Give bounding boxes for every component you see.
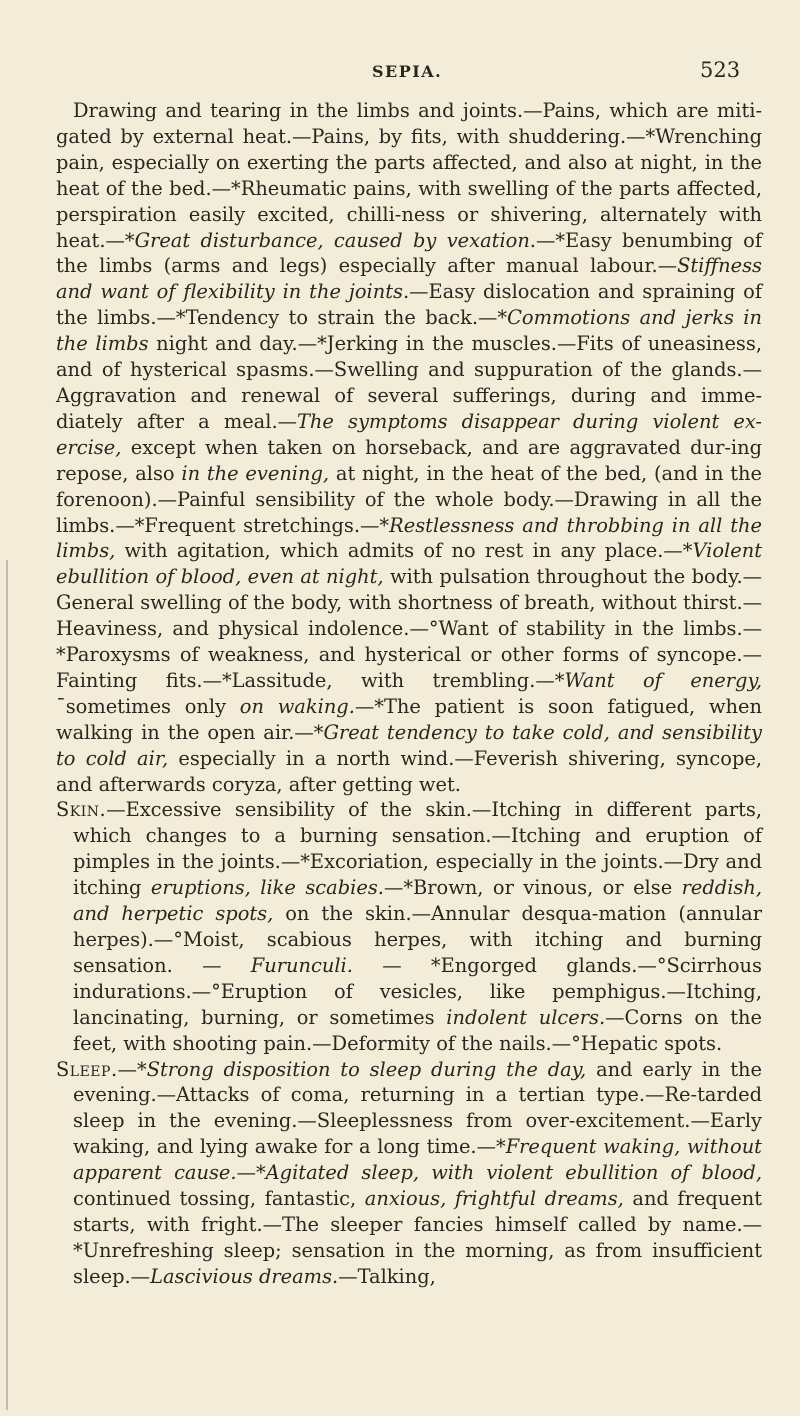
segment: on the skin.—Annular desqua-mation (annular herpes).—°Moist, scabious herpes, with itching and burning sensation. — — [73, 902, 762, 977]
segment: and early in the evening.—Attacks of coma, returning in a tertian type.—Re-tarded sleep in the evening.—Sleeplessness from over-excitement.—Early waking, and lying awake for a long time.—* — [73, 1057, 762, 1159]
segment-italic: Commotions and jerks in the limbs — [56, 306, 762, 356]
segment-italic: indolent ulcers. — [446, 1005, 606, 1029]
segment: —Easy dislocation and spraining of the limbs.—*Tendency to strain the back.—* — [56, 280, 763, 330]
segment: —* — [117, 1057, 147, 1081]
segment-italic: reddish, and herpetic spots, — [73, 876, 763, 926]
segment: —*Brown, or vinous, or else — [383, 876, 682, 900]
section-head-sleep: Sleep. — [56, 1057, 118, 1081]
paragraph-limbs-general — [56, 98, 762, 797]
segment: —Talking, — [338, 1264, 436, 1288]
segment-italic: Great tendency to take cold, and sensibility to cold air, — [56, 720, 763, 770]
segment: continued tossing, fantastic, — [73, 1187, 365, 1211]
running-head: SEPIA. — [372, 62, 443, 81]
segment: ¯sometimes only — [56, 694, 240, 718]
segment-italic: Strong disposition to sleep during the day, — [146, 1057, 587, 1081]
segment: except when taken on horseback, and are aggravated dur-ing repose, also — [56, 435, 762, 485]
segment-italic: Want of energy, — [564, 668, 762, 692]
page-header — [0, 58, 800, 88]
segment-italic: Restlessness and throbbing in all the limbs, — [56, 513, 763, 563]
segment: at night, in the heat of the bed, (and in the forenoon).—Painful sensibility of the whole body.—Drawing in all the limbs.—*Frequent stretchings.—* — [56, 461, 762, 537]
segment-italic: Furunculi. — [250, 953, 353, 977]
segment: especially in a north wind.—Feverish shivering, syncope, and afterwards coryza, after getting wet. — [56, 746, 762, 796]
segment-italic: Lascivious dreams. — [150, 1264, 339, 1288]
segment: —* — [236, 1161, 266, 1185]
page-edge-shadow — [6, 560, 8, 1410]
paragraph-skin — [56, 797, 762, 1056]
segment: Drawing and tearing in the limbs and joints.—Pains, which are miti-gated by external heat.—Pains, by fits, with shuddering.—*Wrenching pain, especially on exerting the parts affected, and also at night, in the heat of the bed.—*Rheumatic pains, with swelling of the parts affected, perspiration easily excited, chilli-ness or shivering, alternately with heat.—* — [56, 99, 762, 252]
segment-italic: eruptions, like scabies. — [150, 876, 384, 900]
segment-italic: The symptoms disappear during violent ex-ercise, — [56, 409, 762, 459]
segment: and frequent starts, with fright.—The sleeper fancies himself called by name.—*Unrefreshing sleep; sensation in the morning, as from insufficient sleep.— — [73, 1187, 762, 1288]
segment: —Corns on the feet, with shooting pain.—Deformity of the nails.—°Hepatic spots. — [73, 1005, 763, 1055]
segment-italic: Frequent waking, without apparent cause. — [73, 1135, 762, 1185]
segment-italic: Stiffness and want of flexibility in the joints. — [56, 254, 762, 304]
paragraph-sleep — [56, 1057, 762, 1290]
segment: night and day.—*Jerking in the muscles.—Fits of uneasiness, and of hysterical spasms.—Swelling and suppuration of the glands.—Aggravation and renewal of several sufferings, during and imme-diately after a meal.— — [56, 332, 762, 433]
segment: —*The patient is soon fatigued, when walking in the open air.—* — [56, 694, 762, 744]
segment: —Excessive sensibility of the skin.—Itching in different parts, which changes to a burning sensation.—Itching and eruption of pimples in the joints.—*Excoriation, especially in the joints.—Dry and itching — [73, 798, 762, 900]
segment: with pulsation throughout the body.—General swelling of the body, with shortness of breath, without thirst.—Heaviness, and physical indolence.—°Want of stability in the limbs.—*Paroxysms of weakness, and hysterical or other forms of syncope.—Fainting fits.—*Lassitude, with trembling.—* — [56, 565, 762, 692]
section-head-skin: Skin. — [56, 798, 107, 822]
segment-italic: Violent ebullition of blood, even at night, — [56, 539, 762, 589]
segment-italic: in the evening, — [181, 461, 330, 485]
segment-italic: Agitated sleep, with violent ebullition of blood, — [265, 1161, 762, 1185]
segment-italic: Great disturbance, caused by vexation. — [134, 228, 536, 252]
body-text — [56, 98, 762, 1290]
segment-italic: anxious, frightful dreams, — [364, 1187, 624, 1211]
segment: with agitation, which admits of no rest in any place.—* — [115, 539, 693, 563]
segment-italic: on waking. — [239, 694, 355, 718]
page-number: 523 — [700, 58, 741, 82]
segment: — *Engorged glands.—°Scirrhous indurations.—°Eruption of vesicles, like pemphigus.—Itching, lancinating, burning, or sometimes — [73, 953, 762, 1029]
segment: —*Easy benumbing of the limbs (arms and legs) especially after manual labour.— — [56, 228, 762, 278]
